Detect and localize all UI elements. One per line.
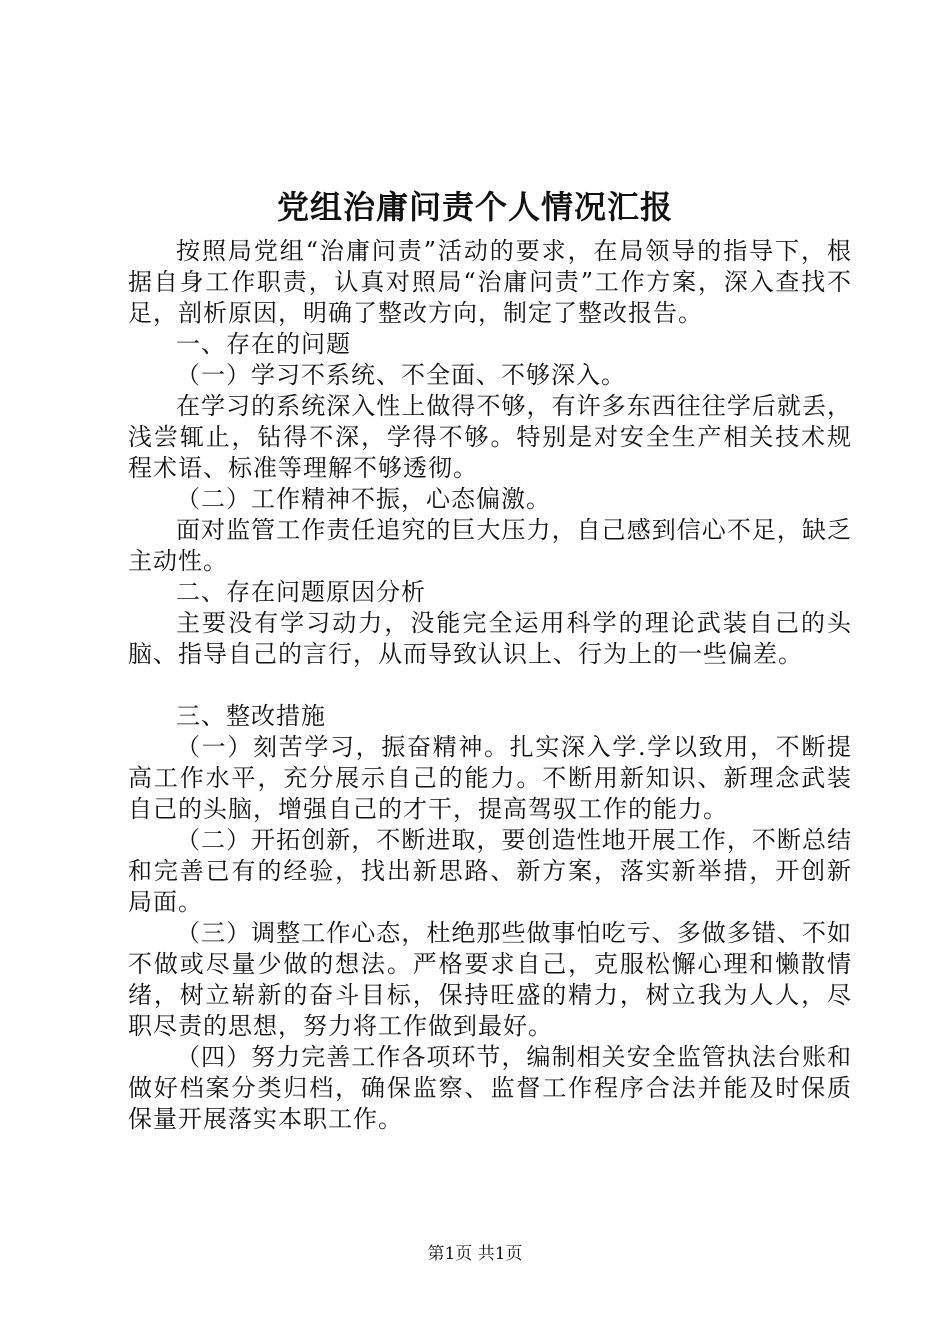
paragraph-work-spirit-detail: 面对监管工作责任追究的巨大压力，自己感到信心不足，缺乏主动性。 — [128, 516, 852, 575]
section-heading-rectification: 三、整改措施 — [176, 702, 326, 730]
subheading-work-spirit: （二）工作精神不振，心态偏激。 — [176, 485, 551, 513]
subheading-study: （一）学习不系统、不全面、不够深入。 — [176, 361, 626, 389]
section-heading-problems: 一、存在的问题 — [176, 330, 351, 358]
measure-item-4: （四）努力完善工作各项环节，编制相关安全监管执法台账和做好档案分类归档，确保监察、监督工作程序合法并能及时保质保量开展落实本职工作。 — [128, 1043, 852, 1133]
measure-item-1: （一）刻苦学习，振奋精神。扎实深入学.学以致用，不断提高工作水平，充分展示自己的能力。不断用新知识、新理念武装自己的头脑，增强自己的才干，提高驾驭工作的能力。 — [128, 733, 852, 823]
blank-line — [128, 670, 852, 701]
document-body — [128, 236, 852, 1135]
intro-paragraph: 按照局党组“治庸问责”活动的要求，在局领导的指导下，根据自身工作职责，认真对照局“治庸问责”工作方案，深入查找不足，剖析原因，明确了整改方向，制定了整改报告。 — [128, 237, 852, 327]
measure-item-2: （二）开拓创新，不断进取，要创造性地开展工作，不断总结和完善已有的经验，找出新思路、新方案，落实新举措，开创新局面。 — [128, 826, 852, 916]
paragraph-study-detail: 在学习的系统深入性上做得不够，有许多东西往往学后就丢，浅尝辄止，钻得不深，学得不够。特别是对安全生产相关技术规程术语、标准等理解不够透彻。 — [128, 392, 852, 482]
measure-item-3: （三）调整工作心态，杜绝那些做事怕吃亏、多做多错、不如不做或尽量少做的想法。严格要求自己，克服松懈心理和懒散情绪，树立崭新的奋斗目标，保持旺盛的精力，树立我为人人，尽职尽责的思想，努力将工作做到最好。 — [128, 919, 852, 1040]
paragraph-cause-analysis: 主要没有学习动力，没能完全运用科学的理论武装自己的头脑、指导自己的言行，从而导致认识上、行为上的一些偏差。 — [128, 609, 852, 668]
document-title: 党组治庸问责个人情况汇报 — [276, 188, 673, 226]
section-heading-cause-analysis: 二、存在问题原因分析 — [176, 578, 426, 606]
page-footer: 第1页 共1页 — [427, 1244, 523, 1264]
